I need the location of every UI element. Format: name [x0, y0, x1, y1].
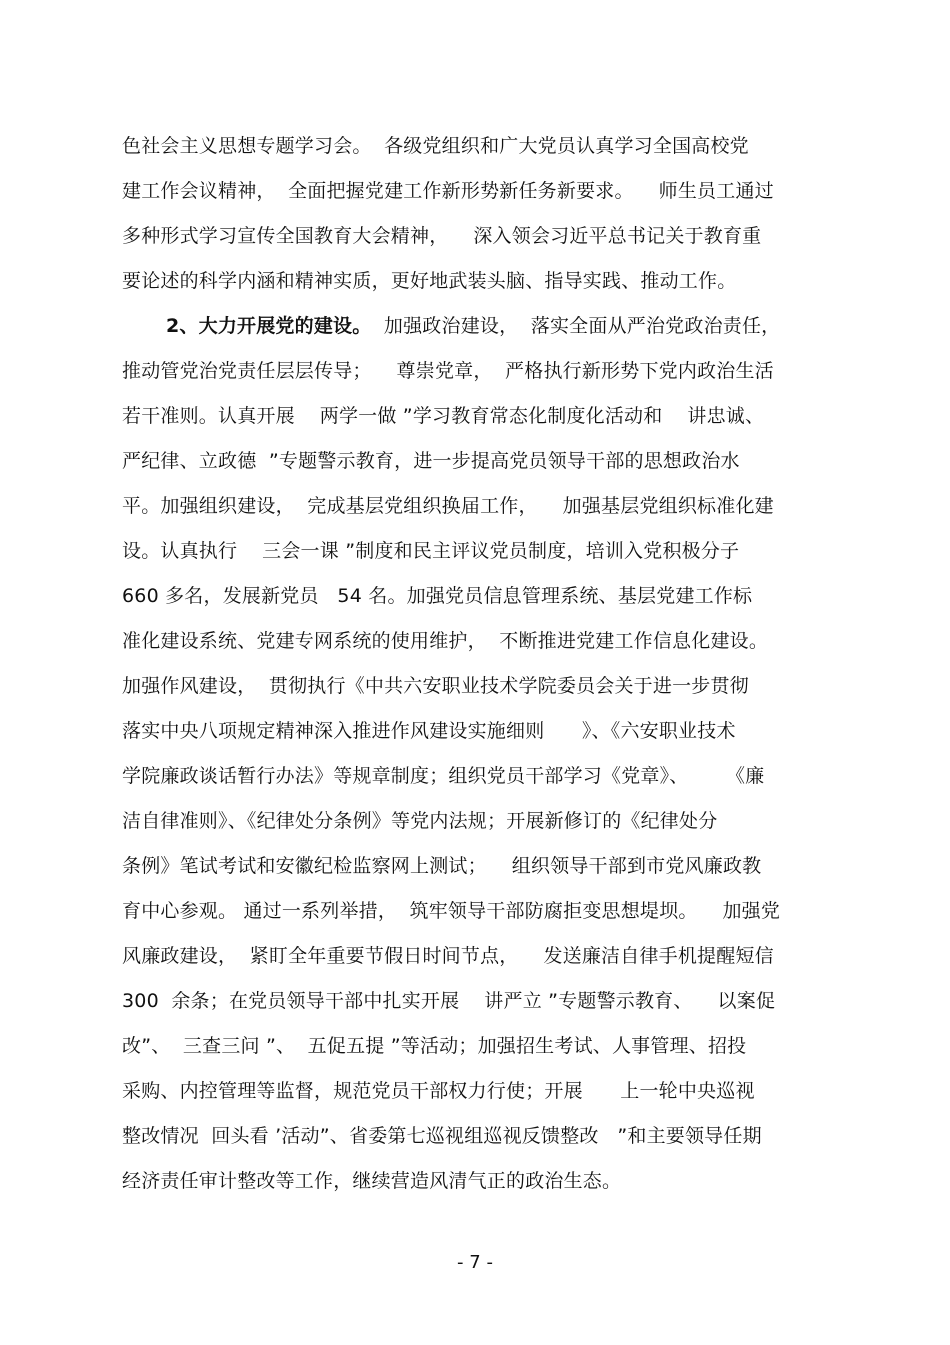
- text-line: 660 多名，发展新党员 54 名。加强党员信息管理系统、基层党建工作标: [122, 585, 753, 607]
- text-line: 改”、 三查三问 ”、 五促五提 ”等活动；加强招生考试、人事管理、招投: [122, 1035, 747, 1057]
- text-line: 准化建设系统、党建专网系统的使用维护， 不断推进党建工作信息化建设。: [122, 630, 769, 652]
- text-line: 设。认真执行 三会一课 ”制度和民主评议党员制度，培训入党积极分子: [122, 540, 740, 562]
- text-line: 洁自律准则》、《纪律处分条例》等党内法规；开展新修订的《纪律处分: [122, 810, 718, 832]
- text-line: 条例》笔试考试和安徽纪检监察网上测试； 组织领导干部到市党风廉政教: [122, 855, 762, 877]
- text-line: 若干准则。认真开展 两学一做 ”学习教育常态化制度化活动和 讲忠诚、: [122, 405, 765, 427]
- page-number: - 7 -: [457, 1252, 493, 1273]
- text-line: 风廉政建设， 紧盯全年重要节假日时间节点， 发送廉洁自律手机提醒短信: [122, 945, 774, 967]
- text-line: 落实中央八项规定精神深入推进作风建设实施细则 》、《六安职业技术: [122, 720, 736, 742]
- body-text: [122, 124, 832, 1204]
- text-line: 建工作会议精神， 全面把握党建工作新形势新任务新要求。 师生员工通过: [122, 180, 774, 202]
- text-line: 平。加强组织建设， 完成基层党组织换届工作， 加强基层党组织标准化建: [122, 495, 774, 517]
- paragraph-2-first-line-text: 加强政治建设， 落实全面从严治党政治责任，: [371, 315, 781, 337]
- text-line: 加强作风建设， 贯彻执行《中共六安职业技术学院委员会关于进一步贯彻: [122, 675, 749, 697]
- text-line: 推动管党治党责任层层传导； 尊崇党章， 严格执行新形势下党内政治生活: [122, 360, 774, 382]
- text-line: 整改情况 回头看 ’活动”、省委第七巡视组巡视反馈整改 ”和主要领导任期: [122, 1125, 762, 1147]
- text-line: 多种形式学习宣传全国教育大会精神， 深入领会习近平总书记关于教育重: [122, 225, 762, 247]
- section-heading: 2、大力开展党的建设。: [166, 315, 372, 337]
- paragraph-1: [122, 124, 832, 304]
- text-line: 300 余条；在党员领导干部中扎实开展 讲严立 ”专题警示教育、 以案促: [122, 990, 776, 1012]
- paragraph-2-first-line: [122, 304, 832, 349]
- text-line: 要论述的科学内涵和精神实质，更好地武装头脑、指导实践、推动工作。: [122, 270, 737, 292]
- text-line: 采购、内控管理等监督，规范党员干部权力行使；开展 上一轮中央巡视: [122, 1080, 755, 1102]
- text-line: 学院廉政谈话暂行办法》等规章制度；组织党员干部学习《党章》、 《廉: [122, 765, 765, 787]
- text-line: 经济责任审计整改等工作，继续营造风清气正的政治生态。: [122, 1170, 622, 1192]
- paragraph-2: [122, 304, 832, 1204]
- text-line: 育中心参观。 通过一系列举措， 筑牢领导干部防腐拒变思想堤坝。 加强党: [122, 900, 781, 922]
- text-line: 色社会主义思想专题学习会。 各级党组织和广大党员认真学习全国高校党: [122, 135, 749, 157]
- text-line: 严纪律、立政德 ”专题警示教育，进一步提高党员领导干部的思想政治水: [122, 450, 740, 472]
